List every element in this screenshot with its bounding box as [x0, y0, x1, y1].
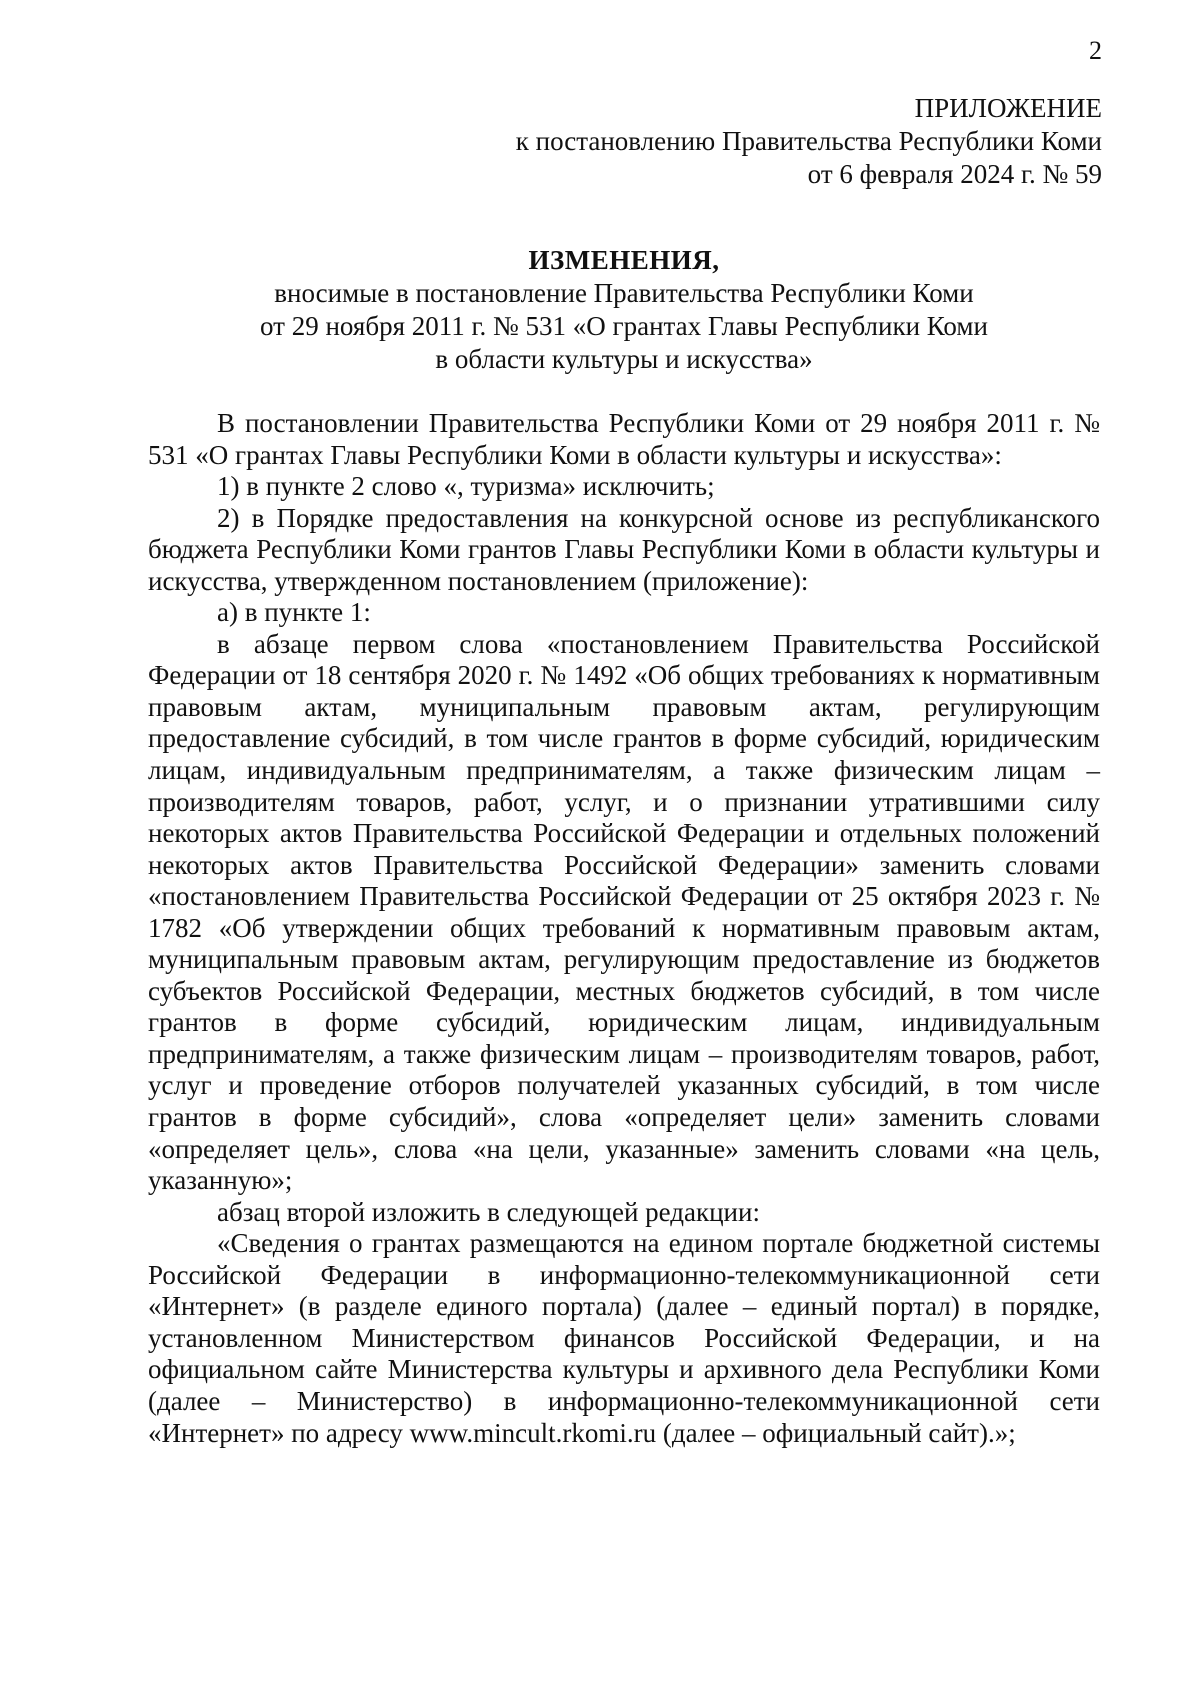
paragraph-subitem-a: а) в пункте 1: — [217, 597, 371, 628]
document-heading — [148, 244, 1100, 376]
document-body — [148, 408, 1100, 1449]
heading-line-1: вносимые в постановление Правительства Республики Коми — [274, 278, 974, 308]
paragraph-first-abzac: в абзаце первом слова «постановлением Правительства Российской Федерации от 18 сентября 2020 г. № 1492 «Об общих требованиях к нормативным правовым актам, муниципальным правовым актам, регулирующим предоставление субсидий, в том числе грантов в форме субсидий, юридическим лицам, индивидуальным предпринимателям, а также физическим лицам – производителям товаров, работ, услуг, и о признании утратившими силу некоторых актов Правительства Российской Федерации и отдельных положений некоторых актов Правительства Российской Федерации» заменить словами «постановлением Правительства Российской Федерации от 25 октября 2023 г. № 1782 «Об утверждении общих требований к нормативным правовым актам, муниципальным правовым актам, регулирующим предоставление из бюджетов субъектов Российской Федерации, местных бюджетов субсидий, в том числе грантов в форме субсидий, юридическим лицам, индивидуальным предпринимателям, а также физическим лицам – производителям товаров, работ, услуг и проведение отборов получателей указанных субсидий, в том числе грантов в форме субсидий», слова «определяет цели» заменить словами «определяет цель», слова «на цели, указанные» заменить словами «на цель, указанную»; — [148, 628, 1100, 1196]
heading-line-3: в области культуры и искусства» — [435, 344, 813, 374]
page-number: 2 — [1089, 36, 1102, 65]
paragraph-item-1: 1) в пункте 2 слово «, туризма» исключить; — [217, 471, 715, 502]
paragraph-second-abzac: абзац второй изложить в следующей редакции: — [217, 1196, 760, 1227]
annex-date-line: от 6 февраля 2024 г. № 59 — [807, 159, 1102, 189]
annex-reference-line: к постановлению Правительства Республики Коми — [515, 126, 1102, 156]
annex-block — [516, 92, 1102, 191]
paragraph-item-2: 2) в Порядке предоставления на конкурсной основе из республиканского бюджета Республики Коми грантов Главы Республики Коми в области культуры и искусства, утвержденном постановлением (приложение): — [148, 502, 1100, 596]
annex-title: ПРИЛОЖЕНИЕ — [914, 93, 1102, 123]
paragraph-new-wording: «Сведения о грантах размещаются на едином портале бюджетной системы Российской Федерации в информационно-телекоммуникационной сети «Интернет» (в разделе единого портала) (далее – единый портал) в порядке, установленном Министерством финансов Российской Федерации, и на официальном сайте Министерства культуры и архивного дела Республики Коми (далее – Министерство) в информационно-телекоммуникационной сети «Интернет» по адресу www.mincult.rkomi.ru (далее – официальный сайт).»; — [148, 1228, 1100, 1448]
heading-line-2: от 29 ноября 2011 г. № 531 «О грантах Главы Республики Коми — [260, 311, 988, 341]
document-title: ИЗМЕНЕНИЯ, — [528, 245, 720, 275]
paragraph-intro: В постановлении Правительства Республики Коми от 29 ноября 2011 г. № 531 «О грантах Главы Республики Коми в области культуры и искусства»: — [148, 408, 1100, 470]
